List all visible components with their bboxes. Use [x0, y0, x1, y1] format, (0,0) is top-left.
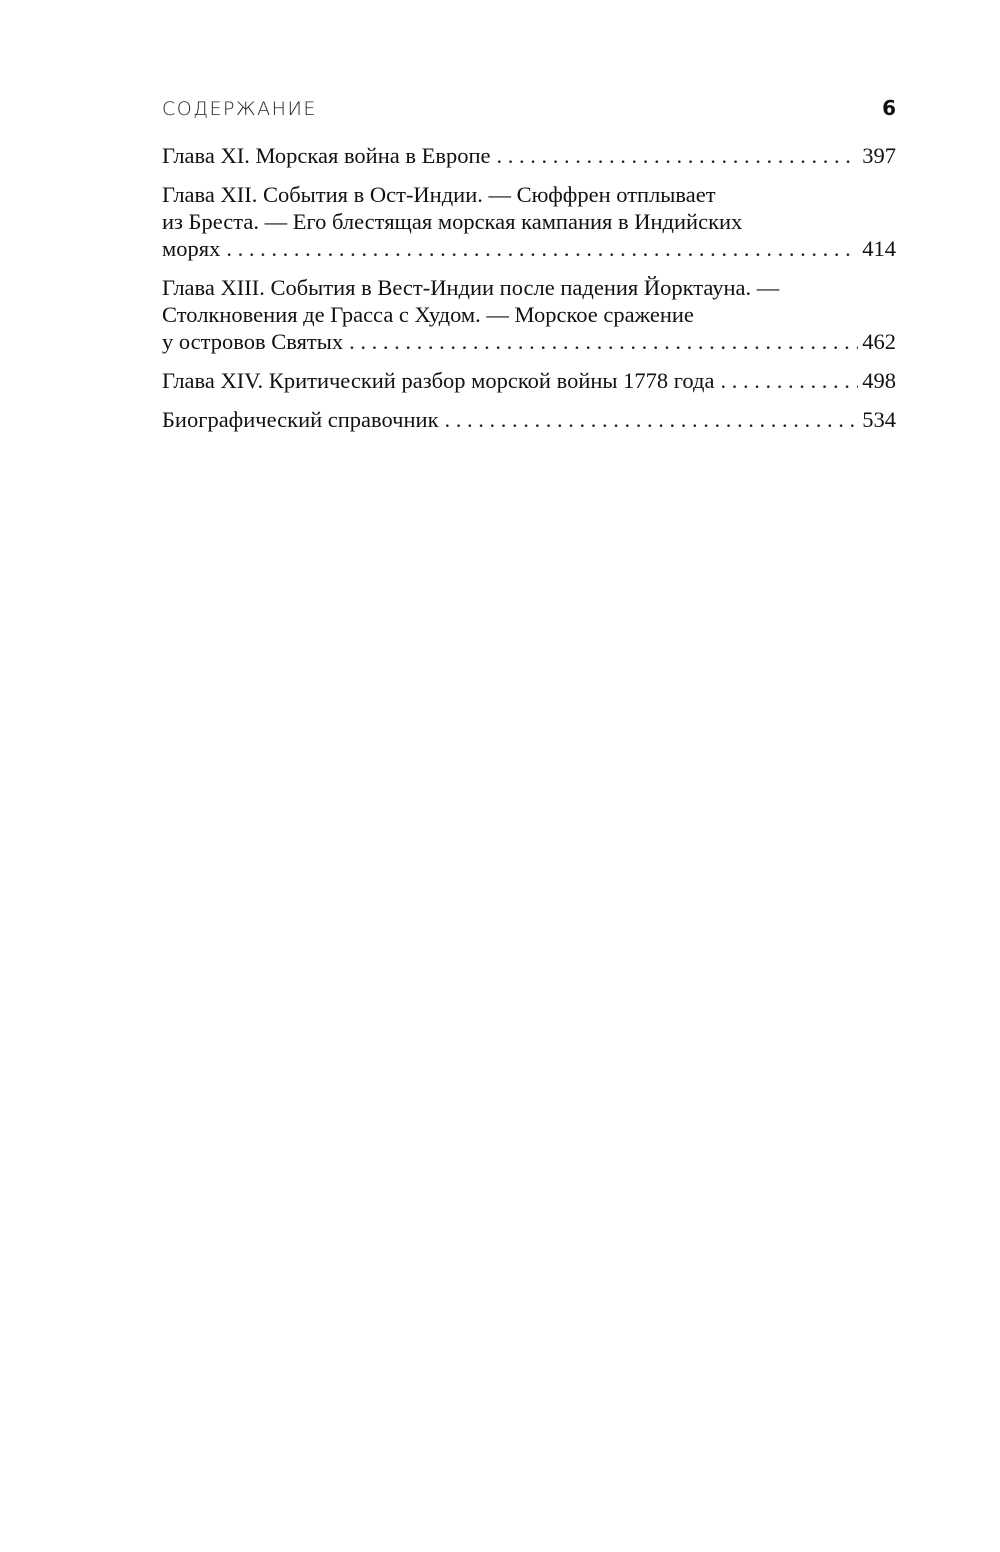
dot-leader — [226, 235, 858, 262]
dot-leader — [720, 367, 858, 394]
toc-entry-title: Глава XIV. Критический разбор морской войны 1778 года — [162, 368, 715, 393]
toc-entry-chapter-12 — [162, 181, 896, 262]
toc-entry-last-line — [162, 235, 896, 262]
page-number: 6 — [882, 96, 896, 120]
toc-entry-page: 397 — [862, 143, 896, 168]
running-title: СОДЕРЖАНИЕ — [162, 98, 317, 120]
dot-leader — [349, 328, 858, 355]
toc-entry-biographical-reference — [162, 406, 896, 433]
toc-entry-last-line — [162, 406, 896, 433]
dot-leader — [445, 406, 859, 433]
toc-entry-chapter-11 — [162, 142, 896, 169]
toc-entry-title: морях — [162, 236, 221, 261]
table-of-contents — [162, 142, 896, 433]
running-header — [162, 96, 896, 130]
toc-entry-last-line — [162, 328, 896, 355]
dot-leader — [497, 142, 859, 169]
document-page — [162, 96, 896, 445]
toc-entry-last-line — [162, 367, 896, 394]
toc-entry-page: 414 — [862, 236, 896, 261]
toc-entry-chapter-13 — [162, 274, 896, 355]
toc-entry-title: Биографический справочник — [162, 407, 439, 432]
toc-entry-line: Глава XIII. События в Вест-Индии после падения Йорктауна. — — [162, 275, 780, 300]
toc-entry-page: 462 — [862, 329, 896, 354]
toc-entry-page: 534 — [862, 407, 896, 432]
toc-entry-line: из Бреста. — Его блестящая морская кампания в Индийских — [162, 209, 743, 234]
toc-entry-page: 498 — [862, 368, 896, 393]
toc-entry-line: Столкновения де Грасса с Худом. — Морское сражение — [162, 302, 694, 327]
toc-entry-line: Глава XII. События в Ост-Индии. — Сюффрен отплывает — [162, 182, 716, 207]
toc-entry-last-line — [162, 142, 896, 169]
toc-entry-title: у островов Святых — [162, 329, 344, 354]
toc-entry-title: Глава XI. Морская война в Европе — [162, 143, 491, 168]
toc-entry-chapter-14 — [162, 367, 896, 394]
